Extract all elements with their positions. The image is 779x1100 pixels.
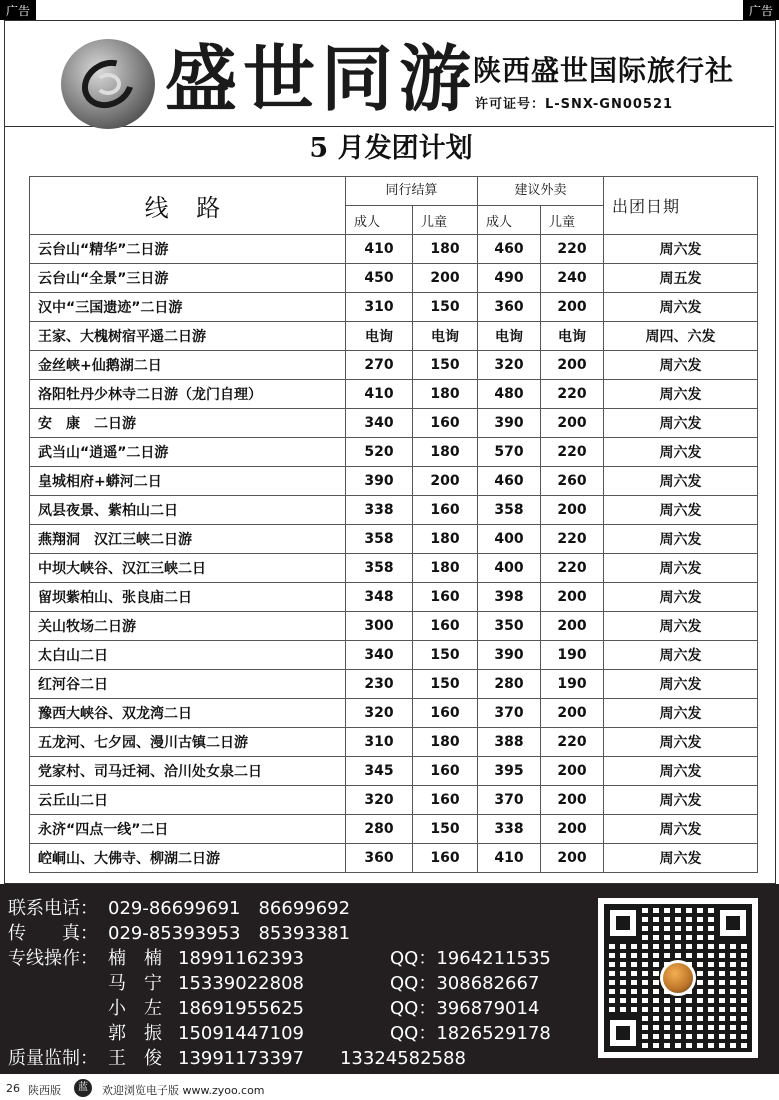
fax-label: 传 真： [8,923,98,944]
header-peer-adult: 成人 [346,206,413,235]
retail-adult-price: 460 [478,467,541,496]
peer-child-price: 180 [413,438,478,467]
retail-adult-price: 400 [478,525,541,554]
peer-child-price: 200 [413,264,478,293]
route-name: 太白山二日 [30,641,346,670]
header-peer-child: 儿童 [413,206,478,235]
table-row [30,757,758,786]
peer-child-price: 电询 [413,322,478,351]
retail-adult-price: 338 [478,815,541,844]
peer-child-price: 160 [413,583,478,612]
peer-adult-price: 320 [346,786,413,815]
retail-child-price: 220 [541,554,604,583]
plan-title: 5 月发团计划 [309,133,473,164]
operator-name: 郭 振 [108,1023,162,1044]
operator-qq: QQ：396879014 [390,998,540,1019]
retail-adult-price: 460 [478,235,541,264]
agency-name: 陕西盛世国际旅行社 [473,54,735,87]
table-row [30,786,758,815]
departure-day: 周四、六发 [604,322,758,351]
peer-child-price: 180 [413,728,478,757]
departure-day: 周六发 [604,380,758,409]
table-row [30,554,758,583]
departure-day: 周六发 [604,293,758,322]
route-name: 王家、大槐树宿平遥二日游 [30,322,346,351]
retail-adult-price: 480 [478,380,541,409]
route-name: 安 康 二日游 [30,409,346,438]
edition-badge-icon: 蓝 [74,1079,92,1097]
peer-child-price: 150 [413,351,478,380]
retail-child-price: 200 [541,815,604,844]
departure-day: 周六发 [604,554,758,583]
operator-qq: QQ：1964211535 [390,948,551,969]
retail-adult-price: 490 [478,264,541,293]
departure-day: 周六发 [604,786,758,815]
operator-name: 楠 楠 [108,948,162,969]
route-name: 凤县夜景、紫柏山二日 [30,496,346,525]
peer-child-price: 200 [413,467,478,496]
departure-day: 周五发 [604,264,758,293]
departure-day: 周六发 [604,728,758,757]
retail-child-price: 200 [541,351,604,380]
table-row [30,844,758,873]
peer-child-price: 160 [413,699,478,728]
header-route: 线 路 [30,177,346,235]
operator-name: 小 左 [108,998,162,1019]
header-retail-price: 建议外卖 [478,177,604,206]
route-name: 燕翔洞 汉江三峡二日游 [30,525,346,554]
operator-phone: 15091447109 [178,1023,304,1044]
route-name: 关山牧场二日游 [30,612,346,641]
retail-child-price: 电询 [541,322,604,351]
table-row [30,496,758,525]
retail-child-price: 200 [541,409,604,438]
operator-qq: QQ：308682667 [390,973,540,994]
peer-child-price: 150 [413,293,478,322]
peer-adult-price: 340 [346,409,413,438]
peer-child-price: 150 [413,641,478,670]
peer-child-price: 150 [413,815,478,844]
retail-child-price: 190 [541,670,604,699]
tour-schedule-table [29,176,758,873]
retail-child-price: 200 [541,583,604,612]
route-name: 云台山“全景”三日游 [30,264,346,293]
peer-adult-price: 338 [346,496,413,525]
table-row [30,728,758,757]
table-row [30,641,758,670]
retail-child-price: 220 [541,525,604,554]
dragon-logo-icon [61,39,155,129]
footer-text[interactable]: 欢迎浏览电子版 www.zyoo.com [102,1084,265,1097]
route-name: 洛阳牡丹少林寺二日游（龙门自理） [30,380,346,409]
table-row [30,699,758,728]
operator-line [8,944,304,970]
quality-phones: 13991173397 13324582588 [178,1048,466,1069]
retail-adult-price: 360 [478,293,541,322]
peer-adult-price: 410 [346,235,413,264]
retail-child-price: 200 [541,699,604,728]
departure-day: 周六发 [604,757,758,786]
phone-numbers: 029-86699691 86699692 [108,898,351,919]
header [5,21,774,127]
operators-label: 专线操作： [8,948,98,969]
route-name: 红河谷二日 [30,670,346,699]
departure-day: 周六发 [604,583,758,612]
retail-adult-price: 320 [478,351,541,380]
peer-child-price: 160 [413,612,478,641]
operator-phone: 15339022808 [178,973,304,994]
peer-adult-price: 280 [346,815,413,844]
retail-child-price: 200 [541,612,604,641]
retail-adult-price: 398 [478,583,541,612]
departure-day: 周六发 [604,351,758,380]
quality-name: 王 俊 [108,1048,162,1069]
departure-day: 周六发 [604,438,758,467]
retail-adult-price: 370 [478,786,541,815]
operator-phone: 18991162393 [178,948,304,969]
quality-label: 质量监制： [8,1048,98,1069]
route-name: 皇城相府+蟒河二日 [30,467,346,496]
departure-day: 周六发 [604,670,758,699]
peer-child-price: 160 [413,496,478,525]
peer-adult-price: 450 [346,264,413,293]
header-retail-adult: 成人 [478,206,541,235]
schedule-page [4,20,776,884]
peer-adult-price: 300 [346,612,413,641]
departure-day: 周六发 [604,641,758,670]
retail-adult-price: 350 [478,612,541,641]
retail-adult-price: 358 [478,496,541,525]
peer-adult-price: 310 [346,728,413,757]
peer-child-price: 180 [413,235,478,264]
operator-phone: 18691955625 [178,998,304,1019]
retail-adult-price: 570 [478,438,541,467]
route-name: 中坝大峡谷、汉江三峡二日 [30,554,346,583]
retail-adult-price: 400 [478,554,541,583]
retail-adult-price: 280 [478,670,541,699]
table-row [30,409,758,438]
peer-adult-price: 520 [346,438,413,467]
peer-adult-price: 390 [346,467,413,496]
retail-child-price: 200 [541,786,604,815]
departure-day: 周六发 [604,409,758,438]
peer-adult-price: 230 [346,670,413,699]
departure-day: 周六发 [604,844,758,873]
route-name: 汉中“三国遗迹”二日游 [30,293,346,322]
retail-adult-price: 390 [478,409,541,438]
peer-adult-price: 270 [346,351,413,380]
peer-child-price: 150 [413,670,478,699]
table-row [30,322,758,351]
route-name: 五龙河、七夕园、漫川古镇二日游 [30,728,346,757]
operator-line [8,994,304,1020]
peer-adult-price: 360 [346,844,413,873]
quality-line [8,1044,466,1070]
footer [0,1076,779,1100]
table-row [30,612,758,641]
retail-adult-price: 电询 [478,322,541,351]
table-row [30,525,758,554]
table-row [30,235,758,264]
operator-line [8,969,304,995]
table-row [30,467,758,496]
peer-child-price: 160 [413,786,478,815]
departure-day: 周六发 [604,699,758,728]
retail-child-price: 200 [541,496,604,525]
header-peer-price: 同行结算 [346,177,478,206]
peer-adult-price: 340 [346,641,413,670]
retail-child-price: 220 [541,728,604,757]
table-row [30,815,758,844]
retail-child-price: 200 [541,757,604,786]
contact-panel [0,884,779,1074]
retail-adult-price: 390 [478,641,541,670]
phone-line [8,894,350,920]
table-row [30,351,758,380]
peer-adult-price: 345 [346,757,413,786]
peer-child-price: 180 [413,554,478,583]
peer-adult-price: 320 [346,699,413,728]
departure-day: 周六发 [604,612,758,641]
retail-child-price: 260 [541,467,604,496]
route-name: 党家村、司马迁祠、洽川处女泉二日 [30,757,346,786]
peer-adult-price: 电询 [346,322,413,351]
route-name: 武当山“逍遥”二日游 [30,438,346,467]
peer-child-price: 160 [413,757,478,786]
fax-line [8,919,350,945]
table-row [30,380,758,409]
retail-child-price: 240 [541,264,604,293]
route-name: 崆峒山、大佛寺、柳湖二日游 [30,844,346,873]
table-row [30,583,758,612]
qr-center-logo-icon [660,960,696,996]
retail-adult-price: 395 [478,757,541,786]
header-departure-date: 出团日期 [604,177,758,235]
departure-day: 周六发 [604,815,758,844]
operator-name: 马 宁 [108,973,162,994]
departure-day: 周六发 [604,235,758,264]
route-name: 云丘山二日 [30,786,346,815]
departure-day: 周六发 [604,525,758,554]
route-name: 云台山“精华”二日游 [30,235,346,264]
page-number: 26 [6,1082,20,1095]
header-retail-child: 儿童 [541,206,604,235]
table-row [30,670,758,699]
edition-label: 陕西版 [28,1084,61,1097]
peer-child-price: 180 [413,525,478,554]
departure-day: 周六发 [604,467,758,496]
license-number: 许可证号：L-SNX-GN00521 [475,97,674,112]
retail-child-price: 200 [541,293,604,322]
peer-child-price: 160 [413,409,478,438]
operator-qq: QQ：1826529178 [390,1023,551,1044]
route-name: 永济“四点一线”二日 [30,815,346,844]
retail-adult-price: 410 [478,844,541,873]
route-name: 金丝峡+仙鹅湖二日 [30,351,346,380]
retail-child-price: 200 [541,844,604,873]
retail-child-price: 220 [541,380,604,409]
retail-adult-price: 388 [478,728,541,757]
peer-child-price: 160 [413,844,478,873]
qr-code-icon[interactable] [598,898,758,1058]
table-row [30,438,758,467]
operator-line [8,1019,304,1045]
brand-name: 盛世同游 [165,36,478,121]
retail-child-price: 220 [541,438,604,467]
fax-numbers: 029-85393953 85393381 [108,923,351,944]
retail-child-price: 220 [541,235,604,264]
retail-child-price: 190 [541,641,604,670]
retail-adult-price: 370 [478,699,541,728]
departure-day: 周六发 [604,496,758,525]
ad-tag-left: 广告 [0,0,36,20]
peer-adult-price: 310 [346,293,413,322]
route-name: 留坝紫柏山、张良庙二日 [30,583,346,612]
ad-tag-right: 广告 [743,0,779,20]
peer-child-price: 180 [413,380,478,409]
phone-label: 联系电话： [8,898,98,919]
peer-adult-price: 358 [346,525,413,554]
peer-adult-price: 358 [346,554,413,583]
table-row [30,293,758,322]
peer-adult-price: 410 [346,380,413,409]
peer-adult-price: 348 [346,583,413,612]
table-row [30,264,758,293]
route-name: 豫西大峡谷、双龙湾二日 [30,699,346,728]
